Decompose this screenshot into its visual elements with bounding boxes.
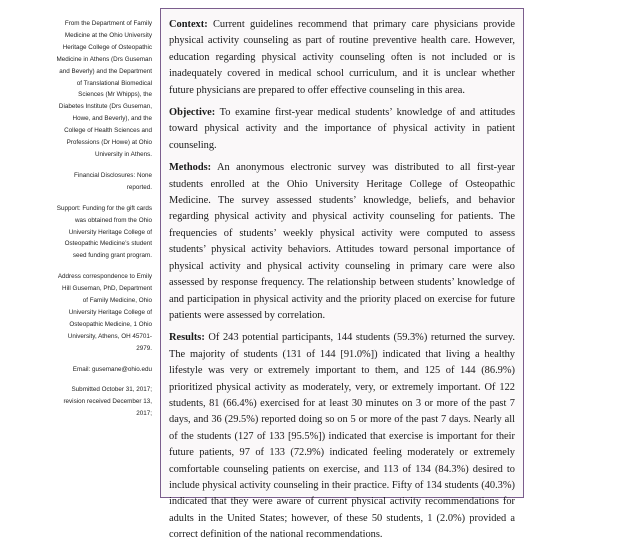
submission-dates: Submitted October 31, 2017; revision received December 13, 2017; — [63, 386, 152, 418]
objective-label: Objective: — [169, 107, 216, 119]
financial-disclosures-note: Financial Disclosures: None reported. — [73, 171, 152, 191]
correspondence-address: Address correspondence to Emily Hill Guseman, PhD, Department of Family Medicine, Ohio University Heritage College of Osteopathic Medicine, 1 Ohio University, Athens, OH 45701-2979. — [57, 273, 152, 352]
funding-support-note: Support: Funding for the gift cards was obtained from the Ohio University Heritage College of Osteopathic Medicine’s student seed funding grant program. — [56, 204, 152, 260]
abstract-methods — [169, 160, 515, 324]
methods-label: Methods: — [169, 162, 212, 174]
abstract-box — [160, 8, 524, 541]
results-text: Of 243 potential participants, 144 students (59.3%) returned the survey. The majority of students (131 of 144 [91.0%]) indicated that living a healthy lifestyle was very or extremely important to them, and 125 of 144 (86.9%) prioritized physical activity as moderately, very, or extremely important. Of 122 students, 81 (66.4%) exercised for at least 30 minutes on 3 or more of the past 7 days, and 36 (29.5%) reported doing so on 5 or more of the past 7 days. Nearly all of the students (127 of 133 [95.5%]) indicated that exercise is important for their future patients, 97 of 133 (72.9%) indicated feeling moderately or extremely comfortable counseling patients on exercise, and 113 of 134 (84.3%) desired to include physical activity counseling in their practice. Fifty of 134 students (40.3%) indicated that they were aware of current physical activity recommendations for adults in the United States; however, of these 50 students, 1 (2.0%) provided a correct definition of the national recommendations. — [169, 332, 515, 541]
correspondence-email: Email: gusemane@ohio.edu — [72, 365, 152, 373]
results-label: Results: — [169, 332, 205, 344]
abstract-results — [169, 330, 515, 543]
abstract-context — [169, 17, 515, 99]
article-sidebar — [56, 18, 152, 429]
abstract-objective — [169, 105, 515, 154]
objective-text: To examine first-year medical students’ knowledge of and attitudes toward physical activity and the importance of physical activity in patient counseling. — [169, 107, 515, 151]
methods-text: An anonymous electronic survey was distributed to all first-year students enrolled at the Ohio University Heritage College of Osteopathic Medicine. The survey assessed students’ knowledge, beliefs, and behavior regarding physical activity and physical activity counseling for patients. The frequencies of students’ weekly physical activity were computed to assess students’ physical activity behaviors. Attitudes toward personal importance of physical activity and physical activity counseling in primary care were also assessed by response frequency. The relationship between students’ knowledge of and participation in physical activity and the priority placed on exercise for future patients were assessed by correlation. — [169, 162, 515, 321]
affiliations-note: From the Department of Family Medicine at the Ohio University Heritage College of Osteopathic Medicine in Athens (Drs Guseman and Beverly) and the Department of Translational Biomedical Sciences (Mr Whipps), the Diabetes Institute (Drs Guseman, Howe, and Beverly), and the College of Health Sciences and Professions (Dr Howe) at Ohio University in Athens. — [56, 20, 152, 158]
context-label: Context: — [169, 19, 208, 30]
context-text: Current guidelines recommend that primary care physicians provide physical activity counseling as part of routine preventive health care. However, education regarding physical activity counseling often is not included or is inadequately covered in medical school curriculum, and it is unclear whether future physicians are prepared to offer effective counseling in this area. — [169, 19, 515, 96]
